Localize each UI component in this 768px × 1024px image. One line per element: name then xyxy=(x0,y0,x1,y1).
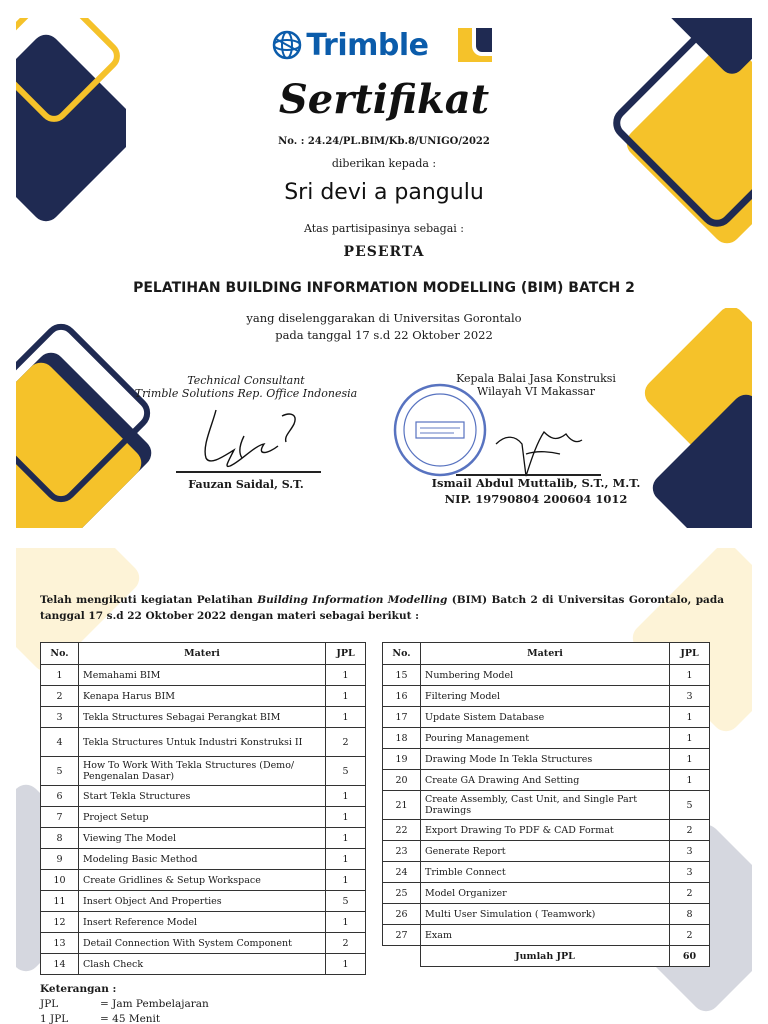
legend-row xyxy=(40,1012,209,1024)
materials-intro xyxy=(40,592,724,624)
table-row xyxy=(383,791,710,820)
legend-value: = 45 Menit xyxy=(100,1013,161,1024)
cell-jpl: 1 xyxy=(326,686,366,707)
cell-materi: How To Work With Tekla Structures (Demo/ Pengenalan Dasar) xyxy=(79,757,326,786)
legend-row xyxy=(40,997,209,1012)
cell-materi: Export Drawing To PDF & CAD Format xyxy=(421,820,670,841)
intro-text-1: Telah mengikuti kegiatan Pelatihan xyxy=(40,594,258,606)
table-row xyxy=(41,728,366,757)
trimble-globe-icon xyxy=(272,30,302,60)
cell-jpl: 1 xyxy=(326,828,366,849)
left-signature-line xyxy=(176,471,321,473)
column-header-no: No. xyxy=(383,643,421,665)
cell-no: 14 xyxy=(41,954,79,975)
cell-jpl: 8 xyxy=(670,904,710,925)
table-row xyxy=(383,686,710,707)
cell-materi: Tekla Structures Sebagai Perangkat BIM xyxy=(79,707,326,728)
cell-jpl: 2 xyxy=(326,933,366,954)
left-signatory xyxy=(126,374,366,491)
cell-materi: Insert Object And Properties xyxy=(79,891,326,912)
given-to-label: diberikan kepada : xyxy=(331,157,437,170)
cell-jpl: 1 xyxy=(670,728,710,749)
table-row xyxy=(383,862,710,883)
table-row xyxy=(41,665,366,686)
cell-materi: Numbering Model xyxy=(421,665,670,686)
table-row xyxy=(383,707,710,728)
right-signature-line xyxy=(456,474,601,476)
materials-table-right xyxy=(382,642,710,967)
recipient-name: Sri devi a pangulu xyxy=(284,180,484,205)
table-row xyxy=(383,904,710,925)
column-header-jpl: JPL xyxy=(326,643,366,665)
column-header-no: No. xyxy=(41,643,79,665)
cell-materi: Detail Connection With System Component xyxy=(79,933,326,954)
table-row xyxy=(41,954,366,975)
table-row xyxy=(41,849,366,870)
cell-materi: Project Setup xyxy=(79,807,326,828)
materials-page xyxy=(16,548,752,1024)
cell-no: 13 xyxy=(41,933,79,954)
cell-materi: Multi User Simulation ( Teamwork) xyxy=(421,904,670,925)
left-signatory-position: Technical Consultant xyxy=(187,374,305,387)
intro-text-2: (BIM) Batch 2 di Universitas Gorontalo, pada tanggal 17 s.d 22 Oktober 2022 dengan materi sebagai berikut : xyxy=(40,594,724,622)
cell-no: 18 xyxy=(383,728,421,749)
table-row xyxy=(41,933,366,954)
intro-text-italic: Building Information Modelling xyxy=(257,594,448,606)
cell-jpl: 1 xyxy=(326,665,366,686)
pupr-logo xyxy=(454,24,496,66)
cell-jpl: 5 xyxy=(326,891,366,912)
table-row xyxy=(41,828,366,849)
date-line: pada tanggal 17 s.d 22 Oktober 2022 xyxy=(275,328,493,342)
table-row xyxy=(41,870,366,891)
cell-jpl: 1 xyxy=(670,665,710,686)
cell-no: 24 xyxy=(383,862,421,883)
cell-jpl: 1 xyxy=(326,786,366,807)
cell-materi: Filtering Model xyxy=(421,686,670,707)
cell-materi: Clash Check xyxy=(79,954,326,975)
legend-key: 1 JPL xyxy=(40,1013,69,1024)
cell-jpl: 2 xyxy=(670,925,710,946)
cell-materi: Modeling Basic Method xyxy=(79,849,326,870)
cell-jpl: 1 xyxy=(326,912,366,933)
cell-no: 11 xyxy=(41,891,79,912)
table-row xyxy=(383,665,710,686)
cell-no: 5 xyxy=(41,757,79,786)
cell-no: 20 xyxy=(383,770,421,791)
left-signatory-name: Fauzan Saidal, S.T. xyxy=(188,478,304,491)
left-signatory-office: Trimble Solutions Rep. Office Indonesia xyxy=(134,387,358,400)
table-row xyxy=(41,686,366,707)
cell-materi: Update Sistem Database xyxy=(421,707,670,728)
table-row xyxy=(41,912,366,933)
certificate-number: No. : 24.24/PL.BIM/Kb.8/UNIGO/2022 xyxy=(278,136,490,147)
cell-materi: Drawing Mode In Tekla Structures xyxy=(421,749,670,770)
left-signature xyxy=(194,406,304,476)
cell-no: 26 xyxy=(383,904,421,925)
cell-no: 17 xyxy=(383,707,421,728)
cell-no: 27 xyxy=(383,925,421,946)
right-signatory-position: Kepala Balai Jasa Konstruksi xyxy=(456,372,616,385)
cell-no: 19 xyxy=(383,749,421,770)
cell-jpl: 1 xyxy=(326,849,366,870)
legend xyxy=(40,982,209,1024)
cell-jpl: 1 xyxy=(670,770,710,791)
table-row xyxy=(383,749,710,770)
cell-materi: Start Tekla Structures xyxy=(79,786,326,807)
table-row xyxy=(41,807,366,828)
table-row xyxy=(41,707,366,728)
cell-materi: Create Assembly, Cast Unit, and Single Part Drawings xyxy=(421,791,670,820)
cell-materi: Kenapa Harus BIM xyxy=(79,686,326,707)
cell-no: 10 xyxy=(41,870,79,891)
table-row xyxy=(383,728,710,749)
cell-no: 6 xyxy=(41,786,79,807)
cell-jpl: 1 xyxy=(670,707,710,728)
cell-no: 1 xyxy=(41,665,79,686)
total-jpl-value: 60 xyxy=(670,946,710,967)
cell-jpl: 1 xyxy=(326,954,366,975)
cell-materi: Model Organizer xyxy=(421,883,670,904)
cell-jpl: 2 xyxy=(670,883,710,904)
cell-no: 16 xyxy=(383,686,421,707)
table-row xyxy=(41,757,366,786)
cell-jpl: 1 xyxy=(326,870,366,891)
cell-no: 9 xyxy=(41,849,79,870)
table-row xyxy=(383,820,710,841)
cell-materi: Create GA Drawing And Setting xyxy=(421,770,670,791)
cell-no: 4 xyxy=(41,728,79,757)
cell-jpl: 3 xyxy=(670,686,710,707)
certificate-page xyxy=(16,18,752,528)
column-header-materi: Materi xyxy=(79,643,326,665)
cell-no: 22 xyxy=(383,820,421,841)
cell-materi: Insert Reference Model xyxy=(79,912,326,933)
cell-no: 2 xyxy=(41,686,79,707)
right-signatory-office: Wilayah VI Makassar xyxy=(477,385,595,398)
trimble-logo xyxy=(272,28,428,63)
right-signatory-name: Ismail Abdul Muttalib, S.T., M.T. xyxy=(431,476,641,490)
cell-materi: Viewing The Model xyxy=(79,828,326,849)
cell-no: 7 xyxy=(41,807,79,828)
cell-no: 8 xyxy=(41,828,79,849)
table-row xyxy=(383,883,710,904)
participant-role: PESERTA xyxy=(343,244,425,260)
right-signatory xyxy=(421,372,651,506)
venue-line: yang diselenggarakan di Universitas Gorontalo xyxy=(246,311,522,325)
table-row xyxy=(41,891,366,912)
participation-label: Atas partisipasinya sebagai : xyxy=(303,222,465,235)
cell-jpl: 5 xyxy=(670,791,710,820)
cell-no: 25 xyxy=(383,883,421,904)
cell-jpl: 3 xyxy=(670,841,710,862)
cell-no: 3 xyxy=(41,707,79,728)
table-row xyxy=(383,841,710,862)
legend-value: = Jam Pembelajaran xyxy=(100,998,209,1010)
cell-no: 12 xyxy=(41,912,79,933)
cell-materi: Trimble Connect xyxy=(421,862,670,883)
table-row xyxy=(41,786,366,807)
cell-jpl: 5 xyxy=(326,757,366,786)
legend-key: JPL xyxy=(40,998,59,1010)
table-row xyxy=(383,770,710,791)
cell-materi: Exam xyxy=(421,925,670,946)
training-title: PELATIHAN BUILDING INFORMATION MODELLING (BIM) BATCH 2 xyxy=(133,280,635,296)
logo-row xyxy=(16,24,752,66)
materials-table-left xyxy=(40,642,366,975)
column-header-jpl: JPL xyxy=(670,643,710,665)
cell-jpl: 1 xyxy=(670,749,710,770)
cell-no: 21 xyxy=(383,791,421,820)
right-signatory-nip: NIP. 19790804 200604 1012 xyxy=(444,492,628,506)
cell-jpl: 2 xyxy=(326,728,366,757)
cell-materi: Memahami BIM xyxy=(79,665,326,686)
cell-no: 15 xyxy=(383,665,421,686)
total-jpl-label: Jumlah JPL xyxy=(421,946,670,967)
cell-jpl: 2 xyxy=(670,820,710,841)
table-row xyxy=(383,925,710,946)
total-spacer xyxy=(383,946,421,967)
certificate-title: Sertifikat xyxy=(278,76,490,123)
left-bottom-decoration xyxy=(16,318,156,528)
cell-jpl: 1 xyxy=(326,807,366,828)
trimble-wordmark: Trimble xyxy=(306,27,429,63)
column-header-materi: Materi xyxy=(421,643,670,665)
cell-jpl: 1 xyxy=(326,707,366,728)
cell-materi: Tekla Structures Untuk Industri Konstruksi II xyxy=(79,728,326,757)
cell-materi: Generate Report xyxy=(421,841,670,862)
cell-no: 23 xyxy=(383,841,421,862)
cell-jpl: 3 xyxy=(670,862,710,883)
cell-materi: Create Gridlines & Setup Workspace xyxy=(79,870,326,891)
legend-heading: Keterangan : xyxy=(40,983,117,995)
cell-materi: Pouring Management xyxy=(421,728,670,749)
